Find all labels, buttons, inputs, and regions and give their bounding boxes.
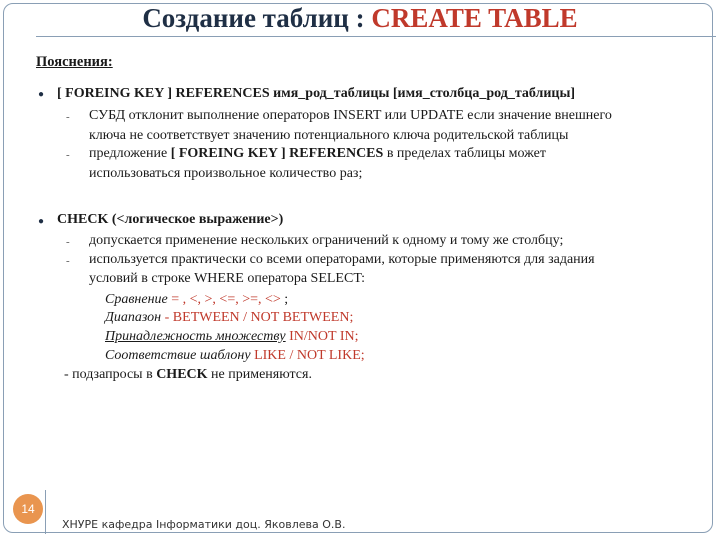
bullet2-item1-line1: допускается применение нескольких ограничений к одному и тому же столбцу; [89,233,564,248]
dash-icon: - [66,255,70,267]
bullet2-item2-line1: используется практически со всеми операторами, которые применяются для задания [89,252,595,267]
bullet1-item2-line2: использоваться произвольное количество раз; [89,166,363,181]
condition-range [105,310,353,326]
bullet-icon: ● [38,89,45,100]
check-note-post: не применяются. [207,367,312,382]
condition-pattern [105,348,365,364]
bullet1-item2-pre: предложение [89,146,171,161]
section-heading: Пояснения: [36,54,113,70]
bullet1-item2-bold: [ FOREING KEY ] REFERENCES [170,146,384,161]
bullet-icon: ● [38,216,45,227]
footer-text: ХНУРЕ кафедра Інформатики доц. Яковлева О.В. [62,518,346,531]
title-part-1: Создание таблиц : [142,3,372,33]
condition-membership [105,329,358,345]
check-note-bold: CHECK [156,367,208,382]
condition-value: - BETWEEN / NOT BETWEEN; [161,310,354,325]
dash-icon: - [66,149,70,161]
condition-label: Соответствие шаблону [105,348,251,363]
bullet1-item2-line1 [89,146,546,162]
bullet1-text: [ FOREING KEY ] REFERENCES имя_род_таблицы [имя_столбца_род_таблицы] [57,86,576,101]
check-note-pre: - подзапросы в [64,367,157,382]
condition-tail: ; [280,292,289,307]
bullet2-item2-line2: условий в строке WHERE оператора SELECT: [89,271,366,286]
page-number-badge: 14 [13,494,43,524]
condition-value: = , <, >, <=, >=, <> [167,292,281,307]
condition-label: Сравнение [105,292,168,307]
title-divider [36,36,716,37]
condition-label: Принадлежность множеству [105,329,286,344]
title-part-2: CREATE TABLE [371,3,578,33]
bullet2-text: CHECK (<логическое выражение>) [57,212,284,227]
condition-label: Диапазон [105,310,162,325]
condition-value: IN/NOT IN; [285,329,359,344]
bullet1-item1-line2: ключа не соответствует значению потенциального ключа родительской таблицы [89,128,569,143]
footer-divider [45,490,46,534]
condition-comparison [105,292,288,308]
bullet1-item1-line1: СУБД отклонит выполнение операторов INSERT или UPDATE если значение внешнего [89,108,612,123]
dash-icon: - [66,111,70,123]
dash-icon: - [66,236,70,248]
check-note [64,367,312,383]
slide-frame [3,3,713,533]
bullet1-item2-post: в пределах таблицы может [383,146,546,161]
slide-title [0,3,720,34]
condition-value: LIKE / NOT LIKE; [250,348,365,363]
